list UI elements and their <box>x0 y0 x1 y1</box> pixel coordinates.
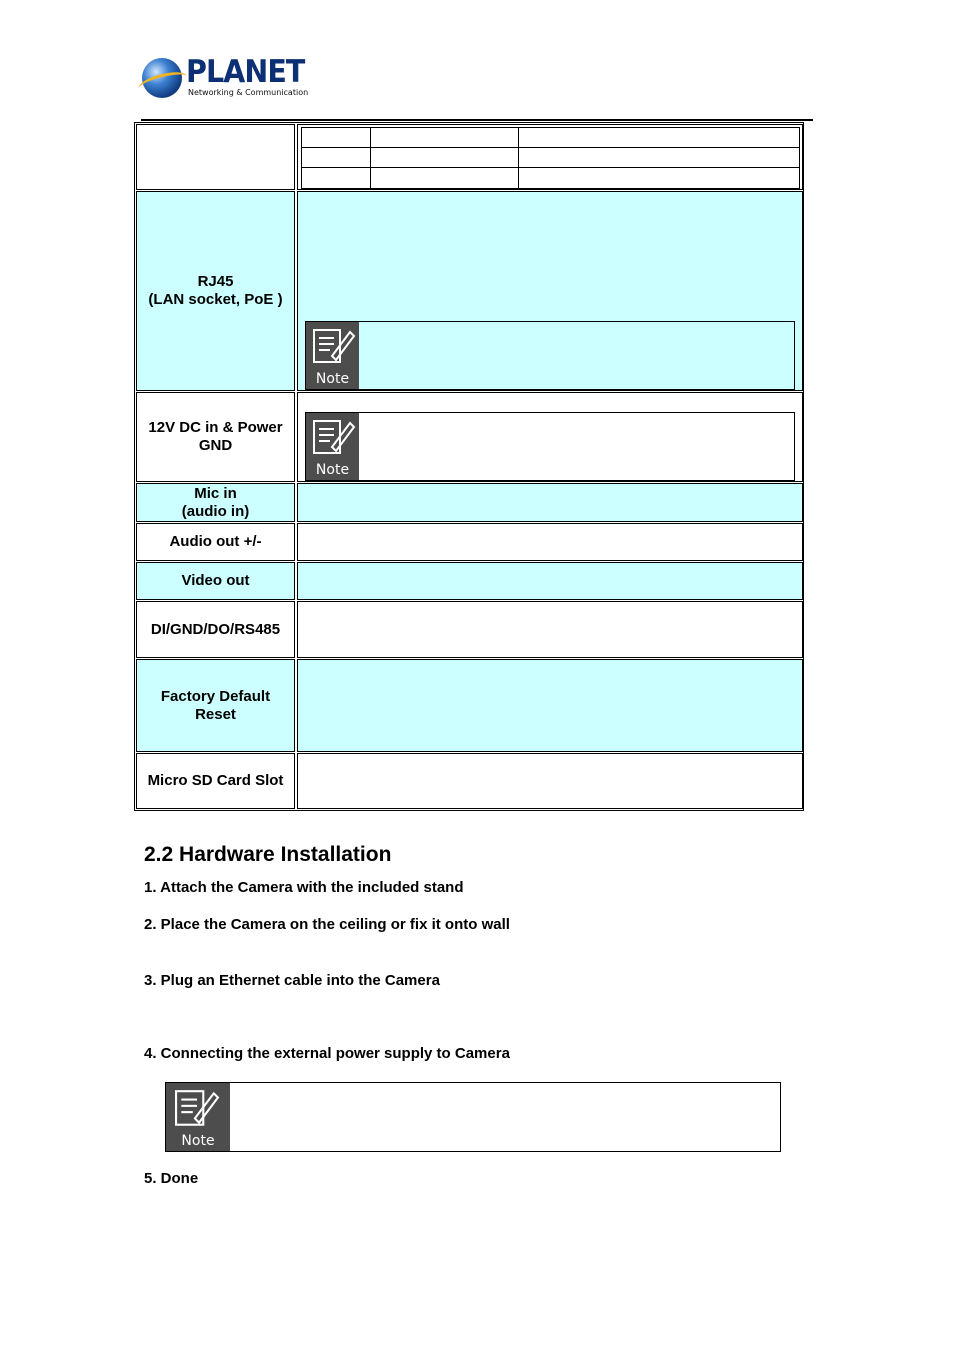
note-icon: Note <box>166 1083 230 1151</box>
logo-wordmark: PLANET <box>186 54 305 90</box>
step-item: 3. Plug an Ethernet cable into the Camera <box>144 972 440 989</box>
note-icon: Note <box>306 413 359 480</box>
row-label: 12V DC in & Power GND <box>136 392 295 482</box>
interface-spec-table <box>134 122 804 811</box>
row-value <box>297 659 803 752</box>
step-item: 2. Place the Camera on the ceiling or fix it onto wall <box>144 916 510 933</box>
row-label: DI/GND/DO/RS485 <box>136 601 295 658</box>
row-label: Video out <box>136 562 295 600</box>
row-label: Factory Default Reset <box>136 659 295 752</box>
table-row-power <box>135 391 803 483</box>
row-value <box>297 523 803 561</box>
row-value <box>297 191 803 391</box>
row-value <box>297 124 803 190</box>
logo-tagline: Networking & Communication <box>188 88 309 97</box>
step-item: 1. Attach the Camera with the included stand <box>144 879 464 896</box>
row-value <box>297 483 803 522</box>
row-value <box>297 562 803 600</box>
table-row-mic <box>135 482 803 523</box>
row-label: RJ45 (LAN socket, PoE ) <box>136 191 295 391</box>
header-rule <box>141 119 813 121</box>
step-item: 5. Done <box>144 1170 199 1187</box>
note-box <box>305 412 795 481</box>
row-label: Micro SD Card Slot <box>136 753 295 809</box>
table-row-sd <box>135 752 803 810</box>
row-value <box>297 392 803 482</box>
inner-table <box>301 127 800 188</box>
table-row <box>135 123 803 191</box>
inner-table-row <box>301 167 800 189</box>
step-item: 4. Connecting the external power supply to Camera <box>144 1045 510 1062</box>
table-row-reset <box>135 658 803 753</box>
row-label: Audio out +/- <box>136 523 295 561</box>
note-box <box>165 1082 781 1152</box>
section-heading: 2.2 Hardware Installation <box>144 843 392 866</box>
inner-table-row <box>301 147 800 167</box>
table-row-rj45 <box>135 190 803 392</box>
row-label: Mic in (audio in) <box>136 483 295 522</box>
table-row-audio-out <box>135 522 803 562</box>
planet-logo <box>142 54 309 100</box>
row-value <box>297 753 803 809</box>
inner-table-row <box>301 127 800 147</box>
row-label <box>136 124 295 190</box>
table-row-video-out <box>135 561 803 601</box>
row-value <box>297 601 803 658</box>
table-row-io <box>135 600 803 659</box>
note-icon: Note <box>306 322 359 389</box>
note-box <box>305 321 795 390</box>
